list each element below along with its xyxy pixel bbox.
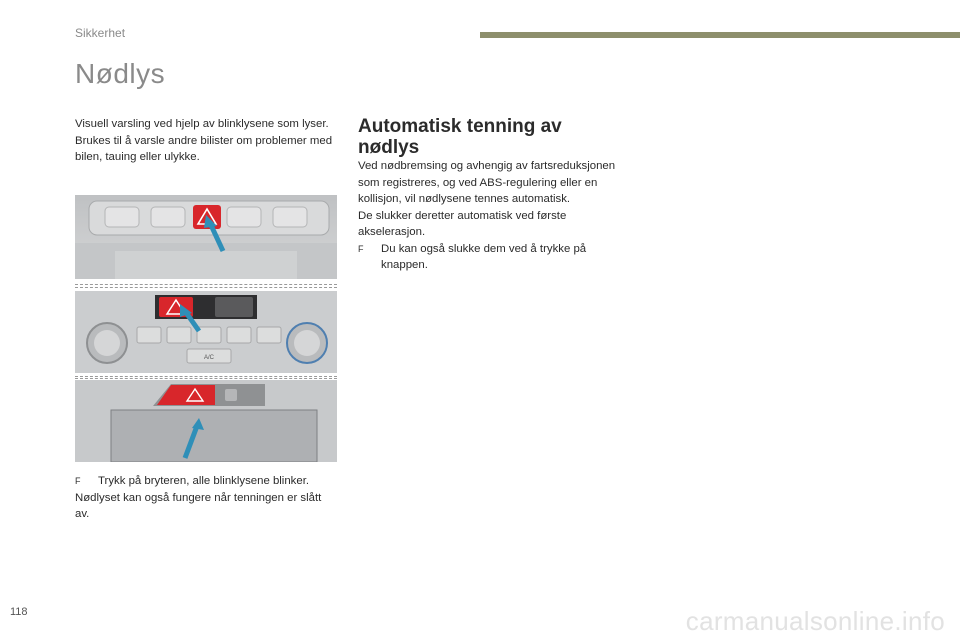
dashboard-photo-3 (75, 380, 337, 462)
bullet-symbol: F (358, 243, 364, 254)
section-heading: Automatisk tenning av nødlys (358, 116, 562, 158)
section-accent-bar (480, 32, 960, 38)
step-text: Trykk på bryteren, alle blinklysene blinker. (98, 475, 310, 487)
page-number: 118 (10, 606, 28, 618)
left-instructions (75, 473, 337, 523)
step-text: Du kan også slukke dem ved å trykke på knappen. (381, 242, 587, 271)
note-text: Nødlyset kan også fungere når tenningen er slått av. (75, 491, 322, 520)
step-bullet (358, 241, 620, 274)
watermark: carmanualsonline.info (685, 606, 945, 636)
auto-paragraph-2: De slukker deretter automatisk ved første akselerasjon. (358, 209, 567, 238)
dashboard-photo-1 (75, 195, 337, 279)
section-label: Sikkerhet (75, 26, 126, 40)
separator-line (75, 378, 337, 379)
dashboard-photo-2 (75, 291, 337, 373)
auto-paragraph-1: Ved nødbremsing og avhengig av fartsreduksjonen som registreres, og ved ABS-regulering eller en kollisjon, vil nødlysene tennes automatisk. (358, 160, 616, 205)
separator-line (75, 284, 337, 285)
auto-hazard-text (358, 158, 620, 274)
hazard-switch-illustration (75, 195, 337, 462)
separator-line (75, 287, 337, 288)
step-bullet (75, 473, 337, 490)
separator-line (75, 376, 337, 377)
bullet-symbol: F (75, 476, 81, 486)
intro-paragraph: Visuell varsling ved hjelp av blinklysene som lyser. Brukes til å varsle andre bilister om problemer med bilen, tauing eller ulykke. (75, 118, 333, 163)
page-title: Nødlys (75, 58, 166, 89)
ac-label: A/C (203, 355, 215, 361)
